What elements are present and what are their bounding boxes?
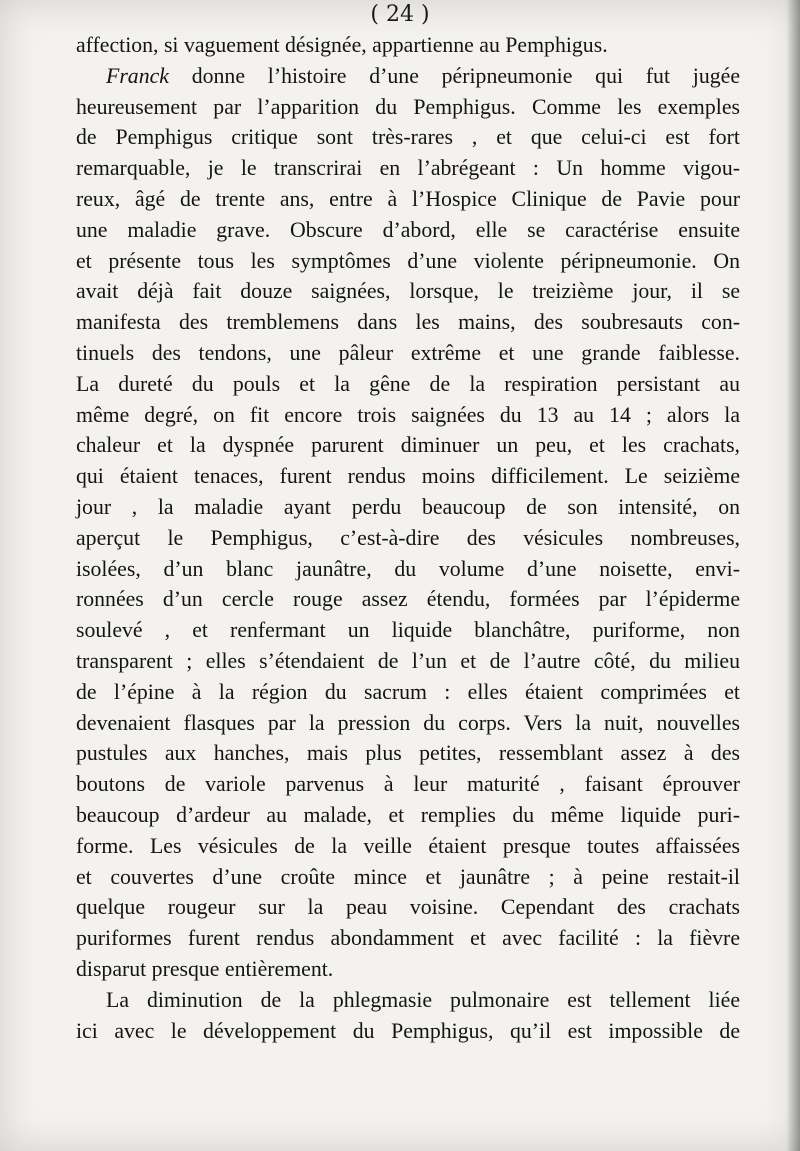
text-line [76,862,740,893]
text-line [76,338,740,369]
page-number: ( 24 ) [370,2,430,27]
text-line-content: et couvertes d’une croûte mince et jaunâtre ; à peine restait-il [76,864,740,889]
text-line [76,738,740,769]
text-line-content: soulevé , et renfermant un liquide blanchâtre, puriforme, non [76,618,740,643]
text-line-content: pustules aux hanches, mais plus petites, ressemblant assez à des [76,741,740,766]
text-line [76,276,740,307]
text-line-content: quelque rougeur sur la peau voisine. Cependant des crachats [76,895,740,920]
text-line [76,30,740,61]
text-line-content: chaleur et la dyspnée parurent diminuer un peu, et les crachats, [76,433,740,458]
text-line [76,677,740,708]
text-line-content: La dureté du pouls et la gêne de la respiration persistant au [76,371,740,396]
text-line-content: une maladie grave. Obscure d’abord, elle se caractérise ensuite [76,217,740,242]
text-line-content: aperçut le Pemphigus, c’est-à-dire des vésicules nombreuses, [76,525,740,550]
text-line-content: tinuels des tendons, une pâleur extrême et une grande faiblesse. [76,340,740,365]
text-line-content: isolées, d’un blanc jaunâtre, du volume d’une noisette, envi- [76,556,740,581]
text-line [76,769,740,800]
text-line [76,923,740,954]
text-line [76,646,740,677]
text-line-content: ronnées d’un cercle rouge assez étendu, formées par l’épiderme [76,587,740,612]
text-line [76,215,740,246]
text-line [76,61,740,92]
text-line [76,153,740,184]
text-line [76,584,740,615]
text-line-content: affection, si vaguement désignée, appartienne au Pemphigus. [76,33,608,57]
text-line [76,1016,740,1047]
text-line [76,615,740,646]
text-line-content: beaucoup d’ardeur au malade, et remplies du même liquide puri- [76,802,740,827]
text-line [76,708,740,739]
text-line [76,523,740,554]
text-line [76,92,740,123]
text-line [76,400,740,431]
text-line [76,985,740,1016]
text-line [76,430,740,461]
text-line-content: de l’épine à la région du sacrum : elles étaient comprimées et [76,679,740,704]
text-line-content: qui étaient tenaces, furent rendus moins difficilement. Le seizième [76,464,740,489]
text-line [76,307,740,338]
text-line-content: boutons de variole parvenus à leur maturité , faisant éprouver [76,772,740,797]
text-line-content: puriformes furent rendus abondamment et avec facilité : la fièvre [76,926,740,951]
text-line-content: donne l’histoire d’une péripneumonie qui fut jugée [168,63,740,88]
text-line-content: de Pemphigus critique sont très-rares , et que celui-ci est fort [76,125,740,150]
text-line [76,892,740,923]
text-line [76,831,740,862]
text-line [76,122,740,153]
body-text [76,30,740,1046]
text-line-content: transparent ; elles s’étendaient de l’un et de l’autre côté, du milieu [76,648,740,673]
text-line [76,461,740,492]
author-name: Franck [106,63,169,88]
text-line-content: jour , la maladie ayant perdu beaucoup de son intensité, on [76,494,740,519]
text-line-content: ici avec le développement du Pemphigus, qu’il est impossible de [76,1018,740,1043]
text-line [76,554,740,585]
text-line-content: reux, âgé de trente ans, entre à l’Hospice Clinique de Pavie pour [76,186,740,211]
text-line [76,800,740,831]
text-line-content: même degré, on fit encore trois saignées du 13 au 14 ; alors la [76,402,740,427]
text-line-content: avait déjà fait douze saignées, lorsque, le treizième jour, il se [76,279,740,304]
text-line [76,492,740,523]
text-line-content: et présente tous les symptômes d’une violente péripneumonie. On [76,248,740,273]
text-line-content: La diminution de la phlegmasie pulmonaire est tellement liée [106,987,740,1012]
page-edge-shadow [786,0,800,1151]
text-line [76,369,740,400]
text-line-content: disparut presque entièrement. [76,956,334,981]
text-line [76,246,740,277]
text-line-content: heureusement par l’apparition du Pemphigus. Comme les exemples [76,94,740,119]
text-line-content: manifesta des tremblemens dans les mains, des soubresauts con- [76,310,740,335]
text-line-content: forme. Les vésicules de la veille étaient presque toutes affaissées [76,833,740,858]
text-line-content: remarquable, je le transcrirai en l’abrégeant : Un homme vigou- [76,156,740,181]
text-line-content: devenaient flasques par la pression du corps. Vers la nuit, nouvelles [76,710,740,735]
text-line [76,184,740,215]
text-line [76,954,740,985]
